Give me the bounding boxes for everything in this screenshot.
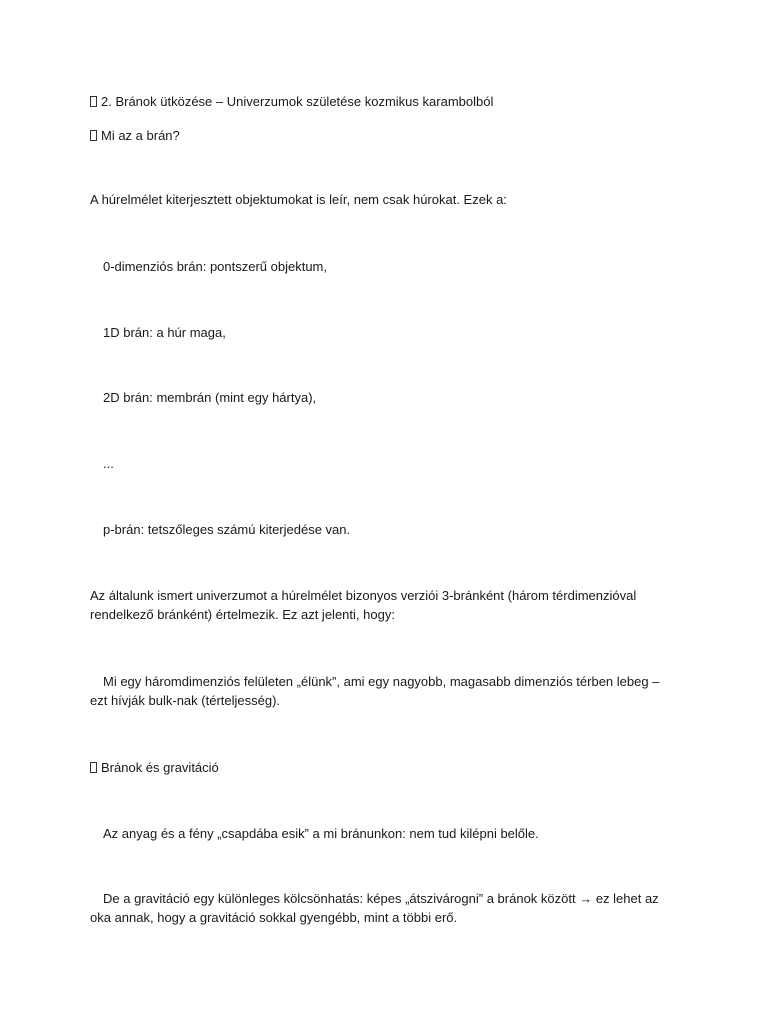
paragraph-intro: A húrelmélet kiterjesztett objektumokat is leír, nem csak húrokat. Ezek a: [90,192,507,207]
paragraph-bulk: Mi egy háromdimenziós felületen „élünk”, ami egy nagyobb, magasabb dimenziós térben lebeg – ezt hívják bulk-nak (térteljesség). [90,674,660,708]
paragraph-gravity: De a gravitáció egy különleges kölcsönhatás: képes „átszivárogni” a bránok között → ez lehet az oka annak, hogy a gravitáció sokkal gyengébb, mint a többi erő. [90,891,659,925]
subheading-what-is-brane-text: Mi az a brán? [101,128,180,143]
list-item-p-brane: p-brán: tetszőleges számú kiterjedése van. [103,522,351,537]
missing-glyph-icon [90,130,97,141]
subheading-branes-gravity [90,758,680,777]
list-item-1d: 1D brán: a húr maga, [103,325,226,340]
list-item-0d: 0-dimenziós brán: pontszerű objektum, [103,259,328,274]
subheading-branes-gravity-text: Bránok és gravitáció [101,760,219,775]
list-item-ellipsis: ... [103,456,114,471]
subheading-what-is-brane [90,126,680,145]
missing-glyph-icon [90,96,97,107]
list-item-2d: 2D brán: membrán (mint egy hártya), [103,390,317,405]
section-heading [90,92,680,111]
paragraph-trapped: Az anyag és a fény „csapdába esik” a mi bránunkon: nem tud kilépni belőle. [103,826,539,841]
paragraph-universe: Az általunk ismert univerzumot a húrelmélet bizonyos verziói 3-bránként (három térdimenzióval rendelkező bránként) értelmezik. Ez azt jelenti, hogy: [90,588,637,622]
missing-glyph-icon [90,762,97,773]
section-heading-text: 2. Bránok ütközése – Univerzumok születése kozmikus karambolból [101,94,494,109]
